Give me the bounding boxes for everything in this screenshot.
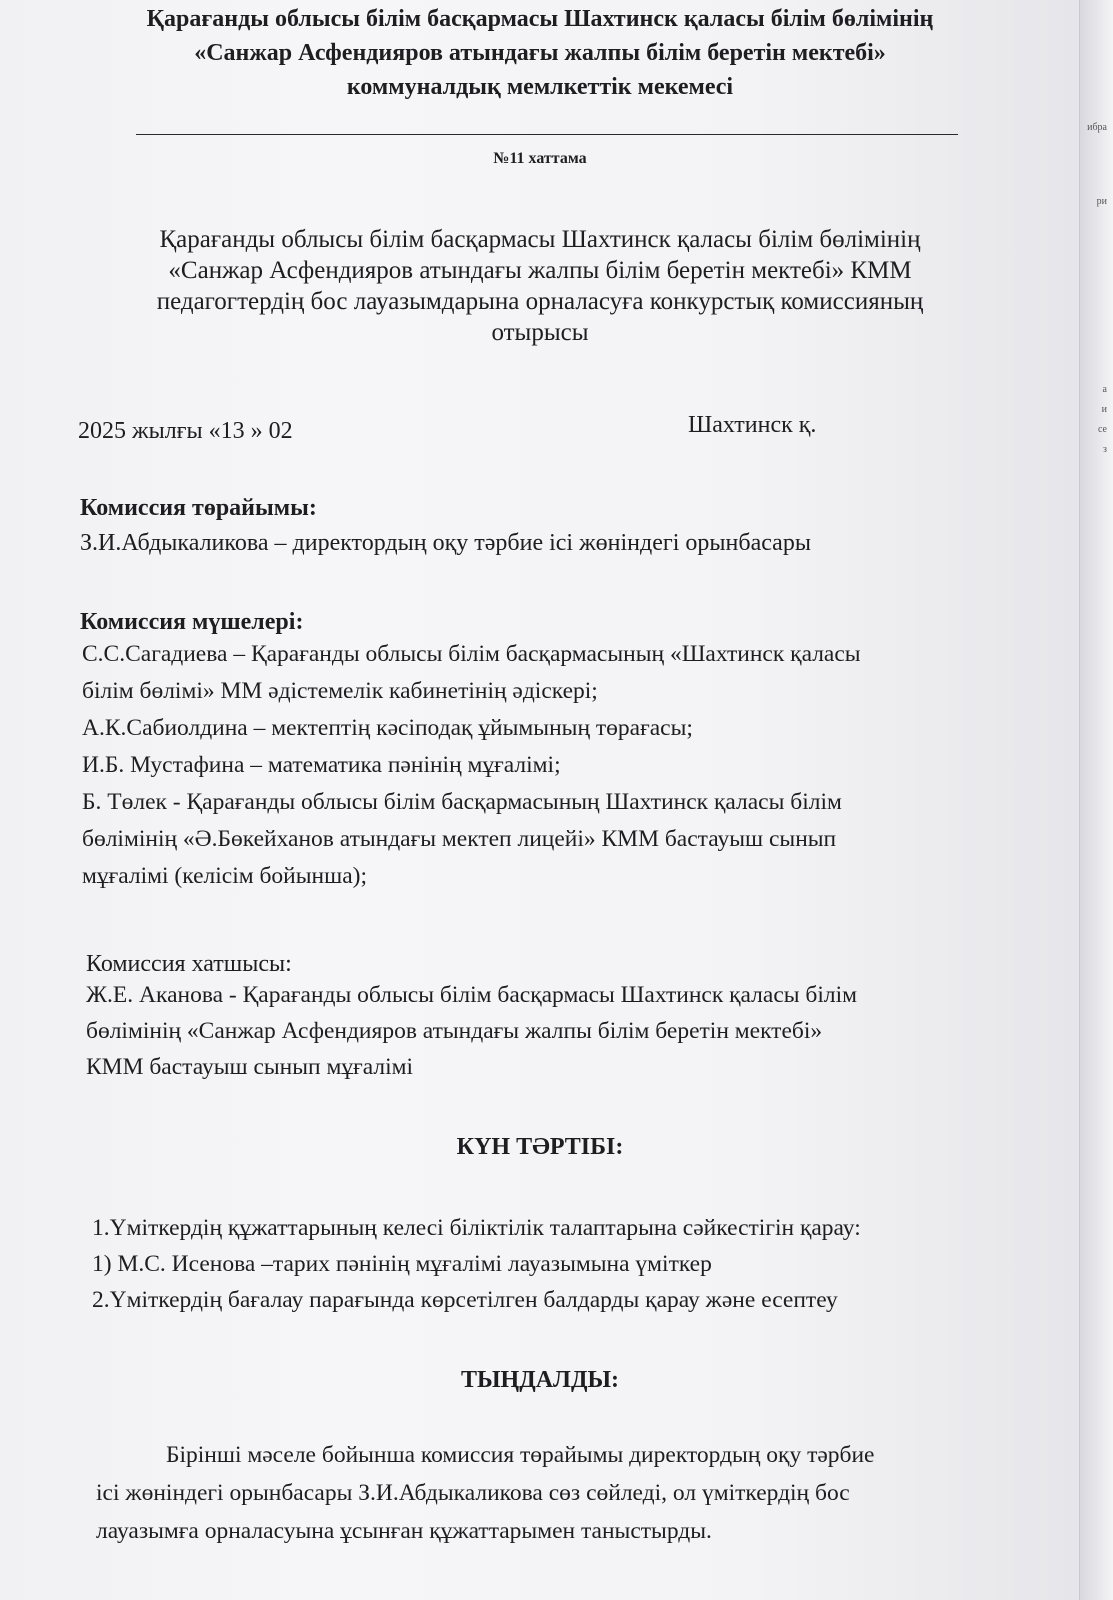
heard-text bbox=[96, 1436, 1036, 1550]
agenda-heading: КҮН ТӘРТІБІ: bbox=[456, 1134, 624, 1160]
agenda-item: 1) М.С. Исенова –тарих пәнінің мұғалімі лауазымына үміткер bbox=[92, 1251, 712, 1277]
meeting-city: Шахтинск қ. bbox=[688, 412, 817, 438]
heard-heading: ТЫҢДАЛДЫ: bbox=[460, 1367, 620, 1393]
margin-mark: ри bbox=[1096, 196, 1107, 207]
secretary-text bbox=[86, 977, 857, 1085]
protocol-number: №11 хаттама bbox=[493, 150, 587, 167]
meeting-date: 2025 жылғы «13 » 02 bbox=[78, 418, 293, 444]
heard-line: Бірінші мәселе бойынша комиссия төрайымы директордың оқу тәрбие bbox=[166, 1442, 875, 1468]
margin-mark: и bbox=[1101, 404, 1107, 415]
header-line: коммуналдық мемлкеттік мекемесі bbox=[346, 74, 734, 100]
header-divider bbox=[136, 134, 958, 135]
member-line: И.Б. Мустафина – математика пәнінің мұғалімі; bbox=[82, 752, 561, 778]
member-line: Б. Төлек - Қарағанды облысы білім басқармасының Шахтинск қаласы білім bbox=[82, 789, 842, 815]
member-line: бөлімінің «Ә.Бөкейханов атындағы мектеп лицейі» КММ бастауыш сынып bbox=[82, 826, 837, 852]
agenda-item: 2.Үміткердің бағалау парағында көрсетілген балдарды қарау және есептеу bbox=[92, 1287, 838, 1313]
margin-mark: з bbox=[1103, 444, 1107, 455]
secretary-line: КММ бастауыш сынып мұғалімі bbox=[86, 1054, 414, 1080]
secretary-line: Ж.Е. Аканова - Қарағанды облысы білім басқармасы Шахтинск қаласы білім bbox=[86, 982, 858, 1008]
header-line: Қарағанды облысы білім басқармасы Шахтинск қаласы білім бөлімінің bbox=[146, 6, 934, 32]
member-line: мұғалімі (келісім бойынша); bbox=[82, 863, 368, 889]
heard-line: лауазымға орналасуына ұсынған құжаттарымен таныстырды. bbox=[96, 1518, 712, 1544]
chair-text: З.И.Абдыкаликова – директордың оқу тәрбие ісі жөніндегі орынбасары bbox=[80, 530, 811, 556]
chair-heading: Комиссия төрайымы: bbox=[80, 495, 317, 521]
margin-mark: а bbox=[1102, 384, 1107, 395]
secretary-line: бөлімінің «Санжар Асфендияров атындағы жалпы білім беретін мектебі» bbox=[86, 1018, 823, 1044]
meeting-title-line: «Санжар Асфендияров атындағы жалпы білім беретін мектебі» КММ bbox=[168, 257, 912, 284]
meeting-title-line: Қарағанды облысы білім басқармасы Шахтинск қаласы білім бөлімінің bbox=[159, 226, 921, 253]
member-line: С.С.Сагадиева – Қарағанды облысы білім басқармасының «Шахтинск қаласы bbox=[82, 641, 861, 667]
margin-mark: се bbox=[1098, 424, 1107, 435]
header-line: «Санжар Асфендияров атындағы жалпы білім беретін мектебі» bbox=[194, 40, 886, 66]
margin-mark: ибра bbox=[1087, 122, 1107, 133]
meeting-title-line: отырысы bbox=[491, 319, 589, 346]
member-line: білім бөлімі» ММ әдістемелік кабинетінің әдіскері; bbox=[82, 678, 598, 704]
adjacent-page-edge bbox=[1079, 0, 1113, 1600]
secretary-heading: Комиссия хатшысы: bbox=[86, 951, 292, 977]
heard-line: ісі жөніндегі орынбасары З.И.Абдыкаликова сөз сөйледі, ол үміткердің бос bbox=[96, 1480, 850, 1506]
institution-header bbox=[0, 2, 1080, 104]
meeting-title-line: педагогтердің бос лауазымдарына орналасуға конкурстық комиссияның bbox=[156, 288, 924, 315]
agenda-list bbox=[92, 1210, 861, 1318]
members-list bbox=[82, 636, 861, 895]
member-line: А.К.Сабиолдина – мектептің кәсіподақ ұйымының төрағасы; bbox=[82, 715, 693, 741]
agenda-item: 1.Үміткердің құжаттарының келесі біліктілік талаптарына сәйкестігін қарау: bbox=[92, 1215, 861, 1241]
members-heading: Комиссия мүшелері: bbox=[80, 609, 304, 635]
meeting-title bbox=[0, 224, 1080, 348]
